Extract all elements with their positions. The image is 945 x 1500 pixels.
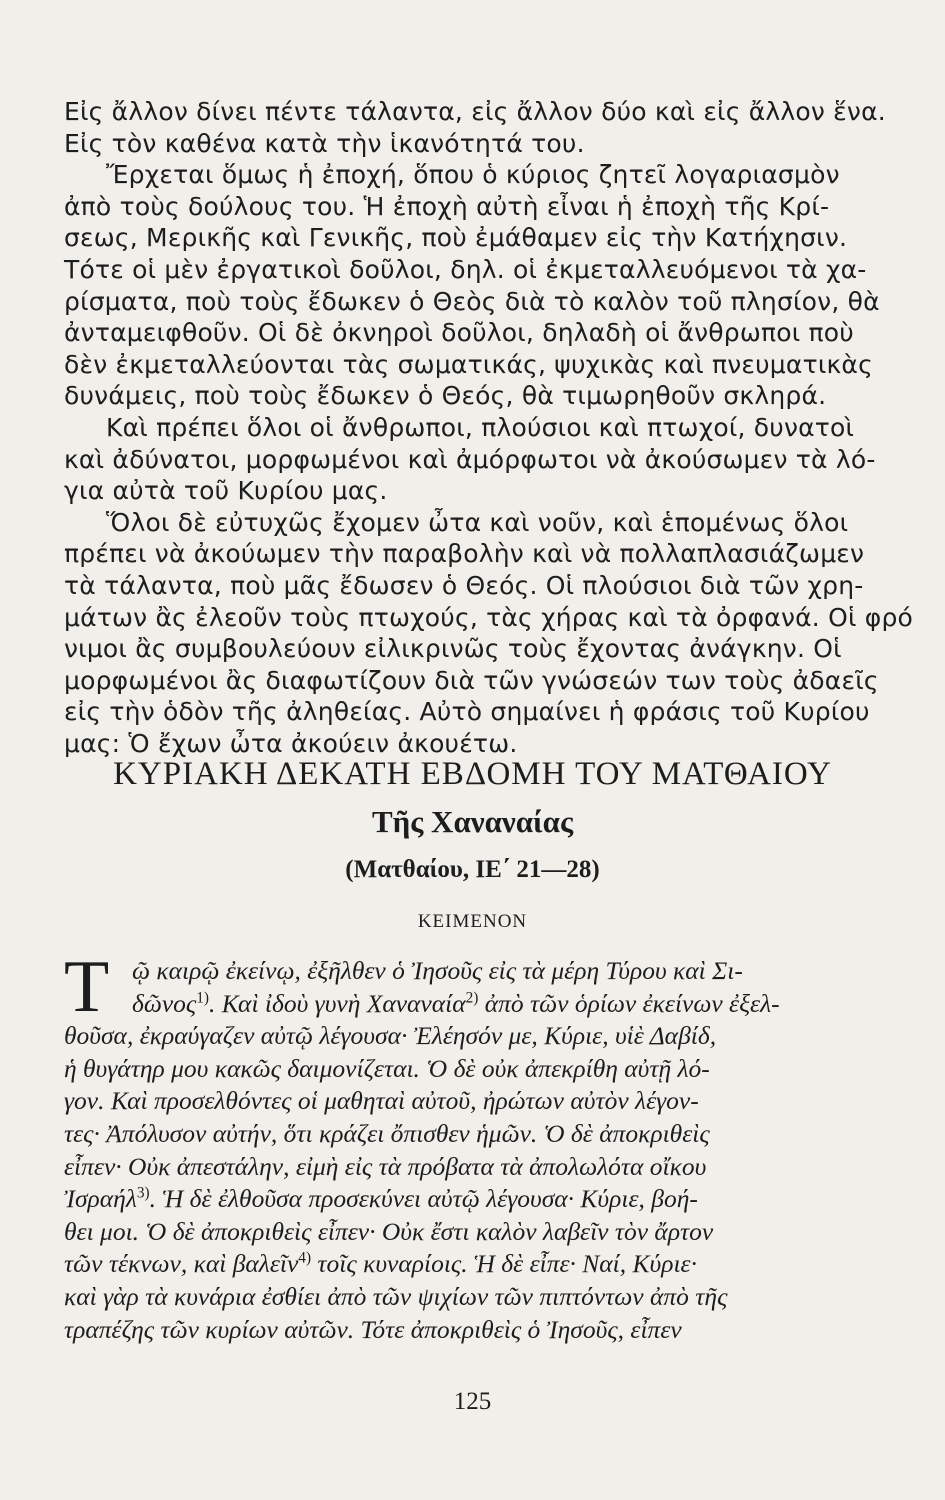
scripture-line — [64, 1020, 896, 1053]
text-line: για αὐτὰ τοῦ Κυρίου μας. — [64, 476, 388, 506]
text-line: δὲν ἐκμεταλλεύονται τὰς σωματικάς, ψυχικὰς καὶ πνευματικὰς — [64, 349, 873, 379]
text-line: Εἰς ἄλλον δίνει πέντε τάλαντα, εἰς ἄλλον δύο καὶ εἰς ἄλλον ἕνα. — [64, 97, 886, 126]
scripture-segment: . Ἡ δὲ ἐλθοῦσα προσεκύνει αὐτῷ λέγουσα· Κύριε, βοή- — [149, 1184, 698, 1214]
scripture-line — [64, 1281, 896, 1314]
page-number: 125 — [453, 1388, 492, 1415]
scripture-line — [64, 955, 896, 988]
scripture-segment: ἡ θυγάτηρ μου κακῶς δαιμονίζεται. Ὁ δὲ οὐκ ἀπεκρίθη αὐτῇ λό- — [64, 1053, 710, 1083]
scripture-line — [64, 988, 896, 1021]
footnote-marker: 1) — [196, 989, 210, 1007]
scripture-line — [64, 1053, 896, 1086]
text-line: Ἔρχεται ὅμως ἡ ἐποχή, ὅπου ὁ κύριος ζητεῖ λογαριασμὸν — [106, 160, 840, 190]
scripture-segment: θει μοι. Ὁ δὲ ἀποκριθεὶς εἶπεν· Οὐκ ἔστι καλὸν λαβεῖν τὸν ἄρτον — [64, 1216, 714, 1246]
text-line: μας: Ὁ ἔχων ὦτα ἀκούειν ἀκουέτω. — [64, 728, 518, 758]
text-line: Εἰς τὸν καθένα κατὰ τὴν ἱκανότητά του. — [64, 128, 585, 158]
footnote-marker: 4) — [298, 1249, 312, 1267]
drop-cap: Τ — [64, 946, 110, 1028]
scripture-segment: θοῦσα, ἐκραύγαζεν αὐτῷ λέγουσα· Ἐλέησόν με, Κύριε, υἱὲ Δαβίδ, — [64, 1021, 717, 1051]
text-line: ρίσματα, ποὺ τοὺς ἔδωκεν ὁ Θεὸς διὰ τὸ καλὸν τοῦ πλησίον, θὰ — [64, 286, 880, 316]
scripture-segment: . Καὶ ἰδοὺ γυνὴ Χαναναία — [209, 988, 466, 1018]
footnote-marker: 3) — [136, 1184, 150, 1202]
scripture-segment: δῶνος — [132, 988, 197, 1018]
section-title: ΚΥΡΙΑΚΗ ΔΕΚΑΤΗ ΕΒΔΟΜΗ ΤΟΥ ΜΑΤΘΑΙΟΥ — [113, 756, 832, 792]
text-line: μορφωμένοι ἂς διαφωτίζουν διὰ τῶν γνώσεών των τοὺς ἀδαεῖς — [64, 665, 879, 695]
scripture-reference: (Ματθαίου, ΙΕ΄ 21—28) — [345, 856, 600, 883]
scripture-segment: καὶ γὰρ τὰ κυνάρια ἐσθίει ἀπὸ τῶν ψιχίων τῶν πιπτόντων ἀπὸ τῆς — [64, 1281, 728, 1311]
text-label: ΚΕΙΜΕΝΟΝ — [417, 911, 528, 932]
scripture-line — [64, 1216, 896, 1249]
text-line: εἰς τὴν ὁδὸν τῆς ἀληθείας. Αὐτὸ σημαίνει ἡ φράσις τοῦ Κυρίου — [64, 697, 870, 727]
scripture-line — [64, 1085, 896, 1118]
scripture-segment: τῶν τέκνων, καὶ βαλεῖν — [64, 1249, 299, 1279]
scripture-line — [64, 1248, 896, 1281]
scripture-segment: τοῖς κυναρίοις. Ἡ δὲ εἶπε· Ναί, Κύριε· — [311, 1249, 697, 1279]
text-line: ἀπὸ τοὺς δούλους του. Ἡ ἐποχὴ αὐτὴ εἶναι ἡ ἐποχὴ τῆς Κρί- — [64, 191, 830, 221]
scripture-segment: ἀπὸ τῶν ὁρίων ἐκείνων ἐξελ- — [478, 988, 780, 1018]
scripture-line — [64, 1151, 896, 1184]
scripture-text — [64, 955, 896, 1346]
text-line: πρέπει νὰ ἀκούωμεν τὴν παραβολὴν καὶ νὰ πολλαπλασιάζωμεν — [64, 539, 865, 569]
scripture-line — [64, 1183, 896, 1216]
scripture-segment: τραπέζης τῶν κυρίων αὐτῶν. Τότε ἀποκριθεὶς ὁ Ἰησοῦς, εἶπεν — [64, 1314, 682, 1344]
scripture-line — [64, 1314, 896, 1347]
section-subtitle: Τῆς Χαναναίας — [371, 804, 574, 839]
text-line: μάτων ἂς ἐλεοῦν τοὺς πτωχούς, τὰς χήρας καὶ τὰ ὀρφανά. Οἱ φρό — [64, 602, 914, 632]
scripture-segment: τες· Ἀπόλυσον αὐτήν, ὅτι κράζει ὄπισθεν ἡμῶν. Ὁ δὲ ἀποκριθεὶς — [64, 1118, 710, 1148]
text-line: δυνάμεις, ποὺ τοὺς ἔδωκεν ὁ Θεός, θὰ τιμωρηθοῦν σκληρά. — [64, 381, 827, 411]
scripture-segment: εἶπεν· Οὐκ ἀπεστάλην, εἰμὴ εἰς τὰ πρόβατα τὰ ἀπολωλότα οἴκου — [64, 1151, 707, 1181]
text-line: νιμοι ἂς συμβουλεύουν εἰλικρινῶς τοὺς ἔχοντας ἀνάγκην. Οἱ — [64, 634, 842, 664]
text-line: Ὅλοι δὲ εὐτυχῶς ἔχομεν ὦτα καὶ νοῦν, καὶ ἑπομένως ὅλοι — [106, 507, 849, 537]
text-line: τὰ τάλαντα, ποὺ μᾶς ἔδωσεν ὁ Θεός. Οἱ πλούσιοι διὰ τῶν χρη- — [64, 570, 864, 600]
body-text — [64, 96, 914, 759]
footnote-marker: 2) — [465, 989, 479, 1007]
text-line: Καὶ πρέπει ὅλοι οἱ ἄνθρωποι, πλούσιοι καὶ πτωχοί, δυνατοὶ — [106, 412, 855, 442]
scripture-segment: ῷ καιρῷ ἐκείνῳ, ἐξῆλθεν ὁ Ἰησοῦς εἰς τὰ μέρη Τύρου καὶ Σι- — [132, 956, 743, 985]
text-line: Τότε οἱ μὲν ἐργατικοὶ δοῦλοι, δηλ. οἱ ἐκμεταλλευόμενοι τὰ χα- — [64, 254, 867, 284]
text-line: σεως, Μερικῆς καὶ Γενικῆς, ποὺ ἐμάθαμεν εἰς τὴν Κατήχησιν. — [64, 223, 848, 253]
scripture-segment: Ἰσραήλ — [64, 1184, 137, 1214]
scripture-segment: γον. Καὶ προσελθόντες οἱ μαθηταὶ αὐτοῦ, ἠρώτων αὐτὸν λέγον- — [64, 1086, 699, 1116]
text-line: καὶ ἀδύνατοι, μορφωμένοι καὶ ἀμόρφωτοι νὰ ἀκούσωμεν τὰ λό- — [64, 444, 876, 474]
text-line: ἀνταμειφθοῦν. Οἱ δὲ ὀκνηροὶ δοῦλοι, δηλαδὴ οἱ ἄνθρωποι ποὺ — [64, 318, 854, 348]
scripture-line — [64, 1118, 896, 1151]
